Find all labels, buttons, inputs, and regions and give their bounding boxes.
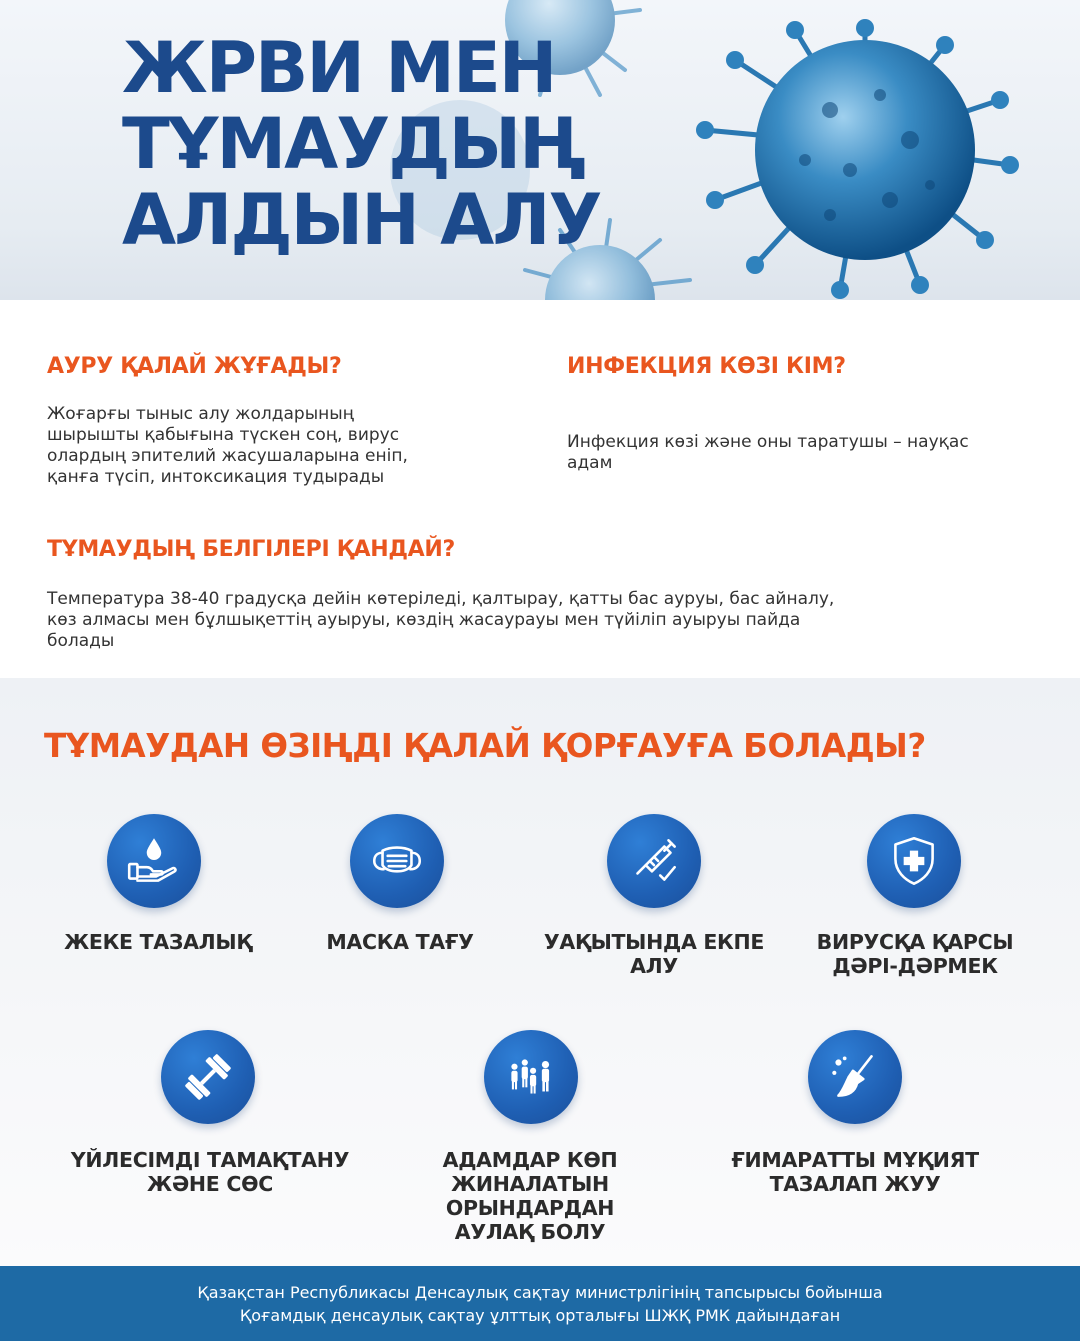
text-line: қанға түсіп, интоксикация тудырады	[47, 467, 385, 487]
footer-line: Қоғамдық денсаулық сақтау ұлттық орталығы ШЖҚ РМК дайындаған	[239, 1306, 841, 1325]
text-line: шырышты қабығына түскен соң, вирус	[47, 425, 400, 445]
label-line: ЖӘНЕ СӨС	[147, 1172, 273, 1196]
prevention-label	[705, 1148, 1005, 1196]
label-line: ЖИНАЛАТЫН	[451, 1172, 609, 1196]
prevention-heading: ТҰМАУДАН ӨЗІҢДІ ҚАЛАЙ ҚОРҒАУҒА БОЛАДЫ?	[44, 727, 926, 765]
title-line: АЛДЫН АЛУ	[122, 179, 601, 261]
prevention-section	[0, 678, 1080, 1266]
medical-shield-icon	[867, 814, 961, 908]
footer-line: Қазақстан Республикасы Денсаулық сақтау министрлігінің тапсырысы бойынша	[197, 1283, 883, 1302]
footer-credits	[0, 1266, 1080, 1341]
syringe-icon	[607, 814, 701, 908]
label-line: ТАЗАЛАП ЖУУ	[769, 1172, 941, 1196]
label-line: АУЛАҚ БОЛУ	[454, 1220, 606, 1244]
label-line: ҒИМАРАТТЫ МҰҚИЯТ	[731, 1148, 979, 1172]
label-line: УАҚЫТЫНДА ЕКПЕ	[543, 930, 765, 954]
text-line: адам	[567, 453, 613, 473]
label-line: МАСКА ТАҒУ	[326, 930, 474, 954]
prevention-label	[48, 930, 268, 954]
source-text	[567, 432, 1062, 474]
spread-text	[47, 404, 517, 488]
prevention-label	[290, 930, 510, 954]
text-line: олардың эпителий жасушаларына еніп,	[47, 446, 408, 466]
spread-heading: АУРУ ҚАЛАЙ ЖҰҒАДЫ?	[47, 354, 342, 379]
prevention-label	[420, 1148, 640, 1244]
text-line: Температура 38-40 градусқа дейін көтеріледі, қалтырау, қатты бас ауруы, бас айналу,	[47, 589, 835, 609]
page-title	[122, 27, 601, 261]
text-line: болады	[47, 631, 115, 651]
info-section	[0, 300, 1080, 678]
label-line: ВИРУСҚА ҚАРСЫ	[816, 930, 1014, 954]
text-line: көз алмасы мен бұлшықеттің ауыруы, көздің жасаурауы мен түйіліп ауыруы пайда	[47, 610, 801, 630]
prevention-label	[60, 1148, 360, 1196]
symptoms-text	[47, 589, 1057, 652]
title-line: ЖРВИ МЕН	[122, 27, 556, 109]
source-heading: ИНФЕКЦИЯ КӨЗІ КІМ?	[567, 354, 846, 379]
label-line: ЖЕКЕ ТАЗАЛЫҚ	[64, 930, 252, 954]
text-line: Жоғарғы тыныс алу жолдарының	[47, 404, 354, 424]
label-line: ДӘРІ-ДӘРМЕК	[832, 954, 998, 978]
label-line: АЛУ	[630, 954, 678, 978]
label-line: ОРЫНДАРДАН	[445, 1196, 615, 1220]
hand-water-drop-icon	[107, 814, 201, 908]
prevention-label	[535, 930, 773, 978]
dumbbell-icon	[161, 1030, 255, 1124]
title-line: ТҰМАУДЫҢ	[122, 103, 585, 185]
label-line: ҮЙЛЕСІМДІ ТАМАҚТАНУ	[70, 1148, 350, 1172]
crowd-icon	[484, 1030, 578, 1124]
label-line: АДАМДАР КӨП	[442, 1148, 618, 1172]
prevention-label	[800, 930, 1030, 978]
symptoms-heading: ТҰМАУДЫҢ БЕЛГІЛЕРІ ҚАНДАЙ?	[47, 537, 455, 562]
header-banner	[0, 0, 1080, 300]
cleaning-broom-icon	[808, 1030, 902, 1124]
text-line: Инфекция көзі және оны таратушы – науқас	[567, 432, 969, 452]
face-mask-icon	[350, 814, 444, 908]
